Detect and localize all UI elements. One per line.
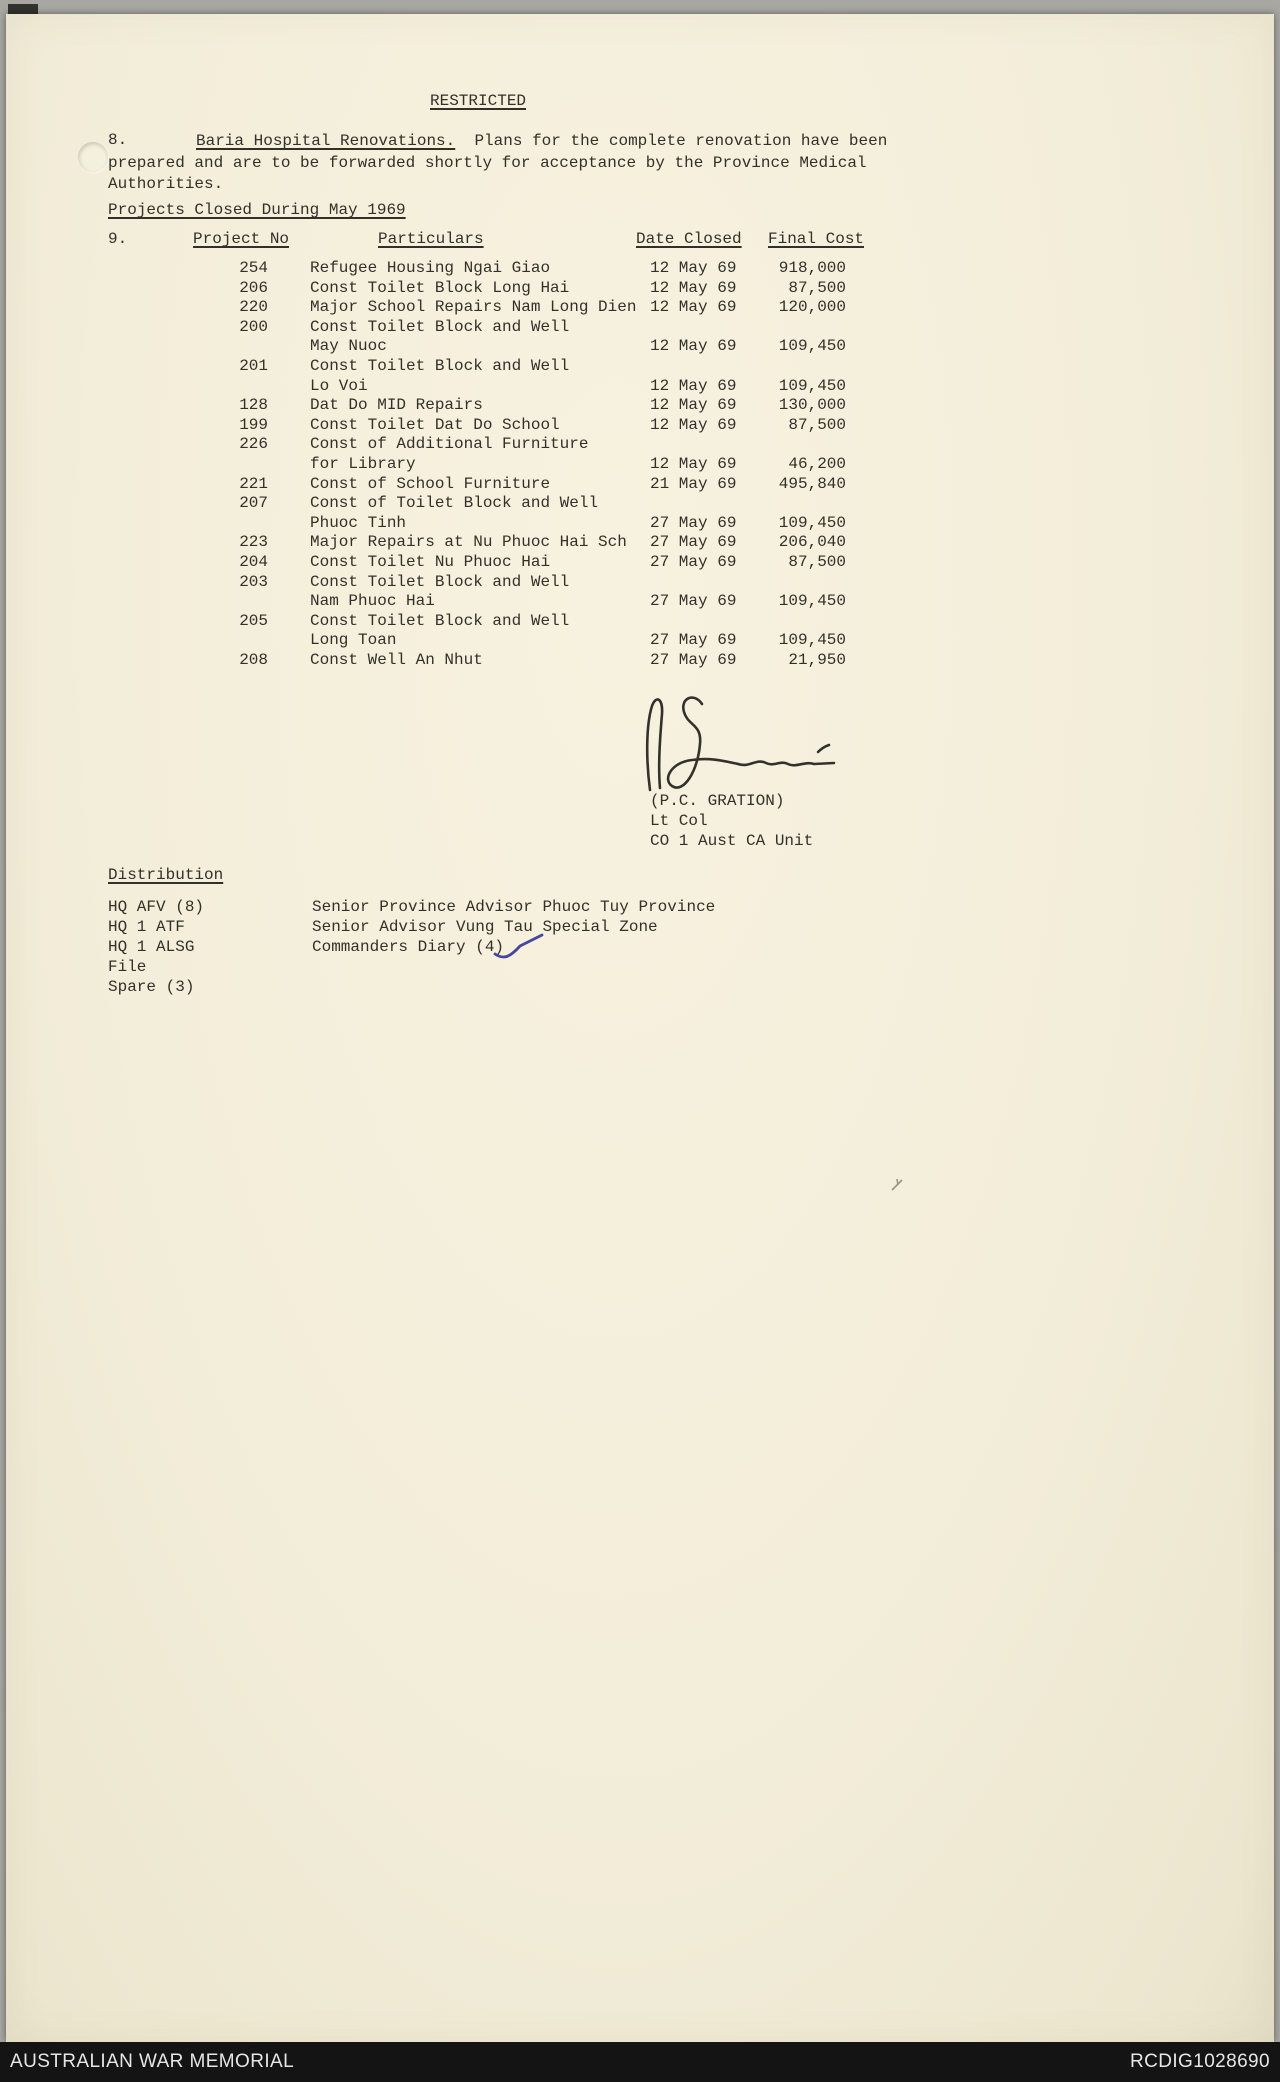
table-row	[108, 396, 868, 416]
punch-hole	[78, 142, 108, 172]
date-closed-cell: 27 May 69	[650, 513, 737, 532]
date-closed-cell: 12 May 69	[650, 396, 737, 415]
particulars-cell: Const Toilet Block and Well	[310, 611, 570, 630]
particulars-cell: Dat Do MID Repairs	[310, 396, 483, 415]
table-row	[108, 631, 868, 651]
project-no-cell: 201	[239, 356, 268, 375]
table-row	[108, 553, 868, 573]
date-closed-cell: 12 May 69	[650, 278, 737, 297]
section-heading-projects-closed: Projects Closed During May 1969	[108, 201, 406, 219]
signatory-rank: Lt Col	[650, 812, 708, 830]
date-closed-cell: 21 May 69	[650, 474, 737, 493]
table-row	[108, 416, 868, 436]
date-closed-cell: 12 May 69	[650, 259, 737, 277]
archive-source-label: AUSTRALIAN WAR MEMORIAL	[10, 2051, 295, 2072]
date-closed-cell: 12 May 69	[650, 298, 737, 317]
project-no-cell: 223	[239, 533, 268, 552]
table-row	[108, 475, 868, 495]
final-cost-cell: 109,450	[778, 513, 846, 532]
table-row	[108, 533, 868, 553]
date-closed-cell: 27 May 69	[650, 592, 737, 611]
particulars-cell: Const of Toilet Block and Well	[310, 494, 599, 513]
paragraph-8-title: Baria Hospital Renovations.	[196, 132, 456, 150]
final-cost-cell: 21,950	[788, 650, 846, 669]
distribution-item: Senior Advisor Vung Tau Special Zone	[312, 918, 658, 936]
distribution-item: HQ 1 ATF	[108, 918, 185, 936]
archive-reference-id: RCDIG1028690	[1130, 2051, 1270, 2072]
particulars-cell: Major Repairs at Nu Phuoc Hai Sch	[310, 533, 627, 552]
particulars-cell: Const of School Furniture	[310, 474, 551, 493]
particulars-cell: Nam Phuoc Hai	[310, 592, 435, 611]
document-page	[6, 14, 1274, 2042]
particulars-cell: Long Toan	[310, 631, 397, 650]
paragraph-8-text-line3: Authorities.	[108, 175, 224, 193]
table-row	[108, 377, 868, 397]
project-no-cell: 205	[239, 611, 268, 630]
classification-header: RESTRICTED	[430, 92, 527, 110]
pen-checkmark	[492, 930, 546, 964]
projects-table	[108, 230, 868, 670]
date-closed-cell: 27 May 69	[650, 533, 737, 552]
particulars-cell: Phuoc Tinh	[310, 513, 407, 532]
date-closed-cell: 12 May 69	[650, 454, 737, 473]
particulars-cell: Refugee Housing Ngai Giao	[310, 259, 551, 277]
distribution-item: HQ 1 ALSG	[108, 938, 195, 956]
particulars-cell: Const Toilet Block and Well	[310, 356, 570, 375]
distribution-item: Senior Province Advisor Phuoc Tuy Province	[312, 898, 716, 916]
table-row	[108, 337, 868, 357]
archive-footer-bar	[0, 2042, 1280, 2082]
particulars-cell: Const of Additional Furniture	[310, 435, 589, 454]
final-cost-cell: 206,040	[778, 533, 846, 552]
table-row	[108, 514, 868, 534]
signatory-unit: CO 1 Aust CA Unit	[650, 832, 814, 850]
project-no-cell: 221	[239, 474, 268, 493]
paragraph-8-text-line2: prepared and are to be forwarded shortly for acceptance by the Province Medical	[108, 153, 867, 172]
pen-mark-artifact	[888, 1176, 906, 1194]
final-cost-cell: 109,450	[778, 631, 846, 650]
particulars-cell: Const Toilet Nu Phuoc Hai	[310, 552, 551, 571]
date-closed-cell: 12 May 69	[650, 337, 737, 356]
particulars-cell: Const Toilet Block and Well	[310, 572, 570, 591]
table-row	[108, 651, 868, 671]
project-no-cell: 226	[239, 435, 268, 454]
final-cost-cell: 87,500	[788, 415, 846, 434]
projects-table-lines	[108, 259, 868, 670]
project-no-cell: 207	[239, 494, 268, 513]
final-cost-cell: 495,840	[778, 474, 846, 493]
project-no-cell: 200	[239, 317, 268, 336]
column-header-final-cost: Final Cost	[768, 230, 865, 248]
table-row	[108, 494, 868, 514]
distribution-heading: Distribution	[108, 866, 224, 884]
distribution-item: Spare (3)	[108, 978, 195, 996]
final-cost-cell: 46,200	[788, 454, 846, 473]
date-closed-cell: 27 May 69	[650, 650, 737, 669]
particulars-cell: Const Toilet Dat Do School	[310, 415, 560, 434]
table-row	[108, 592, 868, 612]
project-no-cell: 128	[239, 396, 268, 415]
table-row	[108, 279, 868, 299]
signature-block	[650, 791, 813, 851]
final-cost-cell: 87,500	[788, 552, 846, 571]
paragraph-8	[108, 131, 918, 196]
date-closed-cell: 12 May 69	[650, 376, 737, 395]
project-no-cell: 206	[239, 278, 268, 297]
particulars-cell: Const Toilet Block and Well	[310, 317, 570, 336]
project-no-cell: 204	[239, 552, 268, 571]
paragraph-8-text-line1: Plans for the complete renovation have been	[455, 132, 888, 150]
particulars-cell: May Nuoc	[310, 337, 387, 356]
distribution-item: HQ AFV (8)	[108, 898, 205, 916]
date-closed-cell: 27 May 69	[650, 631, 737, 650]
project-no-cell: 208	[239, 650, 268, 669]
particulars-cell: Const Toilet Block Long Hai	[310, 278, 570, 297]
table-row	[108, 298, 868, 318]
project-no-cell: 220	[239, 298, 268, 317]
table-row	[108, 455, 868, 475]
paragraph-8-number: 8.	[108, 131, 128, 149]
distribution-list-left	[108, 897, 204, 997]
final-cost-cell: 130,000	[778, 396, 846, 415]
paragraph-9-number: 9.	[108, 230, 128, 248]
distribution-item: File	[108, 958, 147, 976]
final-cost-cell: 87,500	[788, 278, 846, 297]
table-row	[108, 357, 868, 377]
particulars-cell: Lo Voi	[310, 376, 368, 395]
signatory-name: (P.C. GRATION)	[650, 792, 785, 810]
signature-scribble	[636, 690, 846, 805]
final-cost-cell: 120,000	[778, 298, 846, 317]
date-closed-cell: 12 May 69	[650, 415, 737, 434]
column-header-project-no: Project No	[193, 230, 290, 248]
column-header-date-closed: Date Closed	[636, 230, 742, 248]
distribution-item: Commanders Diary (4)	[312, 938, 505, 956]
particulars-cell: Major School Repairs Nam Long Dien	[310, 298, 637, 317]
table-row	[108, 573, 868, 593]
date-closed-cell: 27 May 69	[650, 552, 737, 571]
table-row	[108, 612, 868, 632]
column-header-particulars: Particulars	[378, 230, 484, 248]
table-row	[108, 318, 868, 338]
table-row	[108, 435, 868, 455]
final-cost-cell: 918,000	[778, 259, 846, 277]
project-no-cell: 199	[239, 415, 268, 434]
table-header-row	[108, 230, 868, 259]
final-cost-cell: 109,450	[778, 376, 846, 395]
table-row	[108, 259, 868, 279]
project-no-cell: 203	[239, 572, 268, 591]
final-cost-cell: 109,450	[778, 337, 846, 356]
particulars-cell: Const Well An Nhut	[310, 650, 483, 669]
project-no-cell: 254	[239, 259, 268, 277]
particulars-cell: for Library	[310, 454, 416, 473]
final-cost-cell: 109,450	[778, 592, 846, 611]
